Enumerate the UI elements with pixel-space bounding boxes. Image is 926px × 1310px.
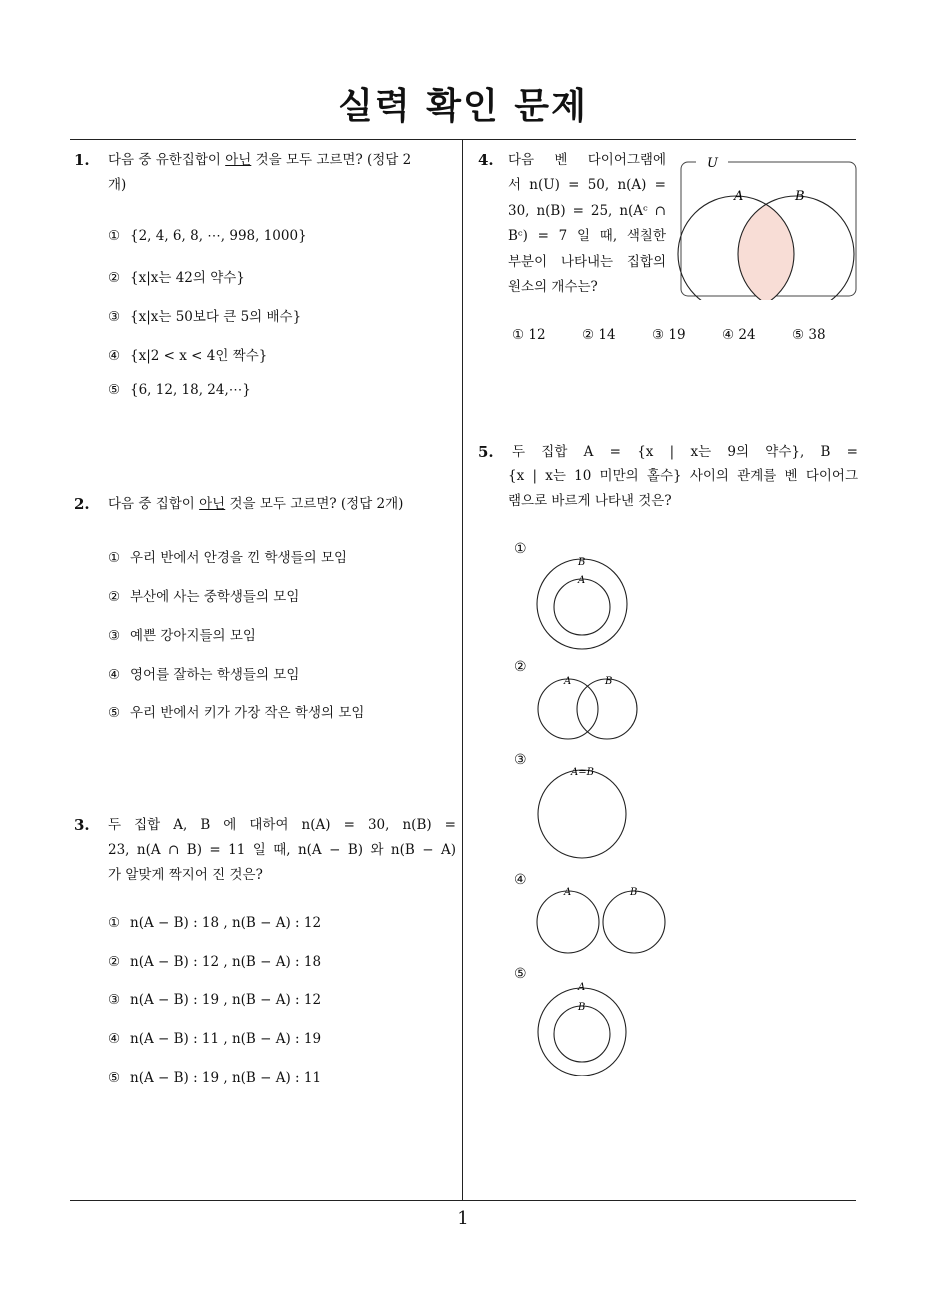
choice-1-diagram[interactable] [530,552,640,652]
option-3[interactable]: ③ {x|x는 50보다 큰 5의 배수} [108,309,302,325]
question-stem-line: 두 집합 A = {x | x는 9의 약수}, B = [512,444,858,460]
choice-3-marker[interactable]: ③ [514,752,527,768]
top-rule [70,139,856,140]
choice-5-diagram[interactable] [530,978,634,1076]
shaded-intersection [738,196,854,300]
question-number: 4. [478,151,494,169]
option-4[interactable]: ④ {x|2 < x < 4인 짝수} [108,348,268,364]
option-1[interactable]: ① n(A − B) : 18 , n(B − A) : 12 [108,915,322,931]
page-number: 1 [457,1208,469,1229]
outer-label: A [578,982,586,993]
emphasis-underline: 아닌 [225,152,252,168]
inner-circle [554,1006,610,1062]
equal-sets-circle [538,770,626,858]
question-number: 3. [74,816,90,834]
question-stem: 다음 중 집합이 아닌 것을 모두 고르면? (정답 2개) [108,496,404,512]
option-4[interactable]: ④ 영어를 잘하는 학생들의 모임 [108,667,300,683]
inner-label: A [578,575,586,586]
outer-label: B [578,557,586,568]
option-2[interactable]: ② 부산에 사는 중학생들의 모임 [108,589,300,605]
choice-3-diagram[interactable] [530,764,634,860]
choice-4-diagram[interactable] [530,884,670,960]
inner-label: B [578,1002,586,1013]
page-title: 실력 확인 문제 [338,86,588,127]
question-number: 1. [74,151,90,169]
question-stem: 다음 중 유한집합이 아닌 것을 모두 고르면? (정답 2 [108,152,412,168]
option-5[interactable]: ⑤ {6, 12, 18, 24,⋯} [108,382,251,398]
set-b-circle [577,679,637,739]
option-3[interactable]: ③ n(A − B) : 19 , n(B − A) : 12 [108,992,322,1008]
choice-4-marker[interactable]: ④ [514,872,527,888]
set-a-label: A [564,887,572,898]
question-stem-line: Bᶜ) = 7 일 때, 색칠한 [508,228,666,244]
option-5[interactable]: ⑤ 38 [792,327,826,343]
question-stem-line: 23, n(A ∩ B) = 11 일 때, n(A − B) 와 n(B − A) [108,842,456,858]
choice-2-marker[interactable]: ② [514,659,527,675]
equal-sets-label: A=B [571,767,594,778]
set-a-label: A [564,676,572,687]
set-b-label: B [795,189,805,204]
set-a-label: A [734,189,744,204]
venn-diagram [676,152,860,300]
question-number: 2. [74,495,90,513]
question-stem-line: 가 알맞게 짝지어 진 것은? [108,867,263,883]
question-stem-line: 30, n(B) = 25, n(Aᶜ ∩ [508,203,666,219]
question-stem-line: 램으로 바르게 나타낸 것은? [508,493,672,509]
option-1[interactable]: ① 12 [512,327,546,343]
bottom-rule [70,1200,856,1201]
question-stem-line: 서 n(U) = 50, n(A) = [508,177,666,193]
choice-5-marker[interactable]: ⑤ [514,966,527,982]
choice-1-marker[interactable]: ① [514,541,527,557]
option-1[interactable]: ① {2, 4, 6, 8, ⋯, 998, 1000} [108,228,307,244]
question-stem-cont: 개) [108,177,127,193]
universal-set-label: U [707,156,718,171]
question-stem-line: {x | x는 10 미만의 홀수} 사이의 관계를 벤 다이어그 [508,468,858,484]
set-a-circle [538,679,598,739]
option-5[interactable]: ⑤ n(A − B) : 19 , n(B − A) : 11 [108,1070,322,1086]
option-1[interactable]: ① 우리 반에서 안경을 낀 학생들의 모임 [108,550,348,566]
option-2[interactable]: ② 14 [582,327,616,343]
option-4[interactable]: ④ n(A − B) : 11 , n(B − A) : 19 [108,1031,322,1047]
column-divider [462,139,463,1201]
option-4[interactable]: ④ 24 [722,327,756,343]
option-5[interactable]: ⑤ 우리 반에서 키가 가장 작은 학생의 모임 [108,705,365,721]
set-b-label: B [630,887,638,898]
emphasis-underline: 아닌 [199,496,226,512]
question-number: 5. [478,443,494,461]
question-stem-line: 원소의 개수는? [508,279,598,295]
set-a-circle [537,891,599,953]
option-3[interactable]: ③ 19 [652,327,686,343]
question-stem-line: 다음 벤 다이어그램에 [508,152,666,168]
option-2[interactable]: ② n(A − B) : 12 , n(B − A) : 18 [108,954,322,970]
choice-2-diagram[interactable] [530,672,645,746]
inner-circle [554,579,610,635]
question-stem-line: 두 집합 A, B 에 대하여 n(A) = 30, n(B) = [108,817,456,833]
question-stem-line: 부분이 나타내는 집합의 [508,254,666,270]
option-3[interactable]: ③ 예쁜 강아지들의 모임 [108,628,256,644]
set-b-label: B [605,676,613,687]
set-b-circle [603,891,665,953]
option-2[interactable]: ② {x|x는 42의 약수} [108,270,245,286]
